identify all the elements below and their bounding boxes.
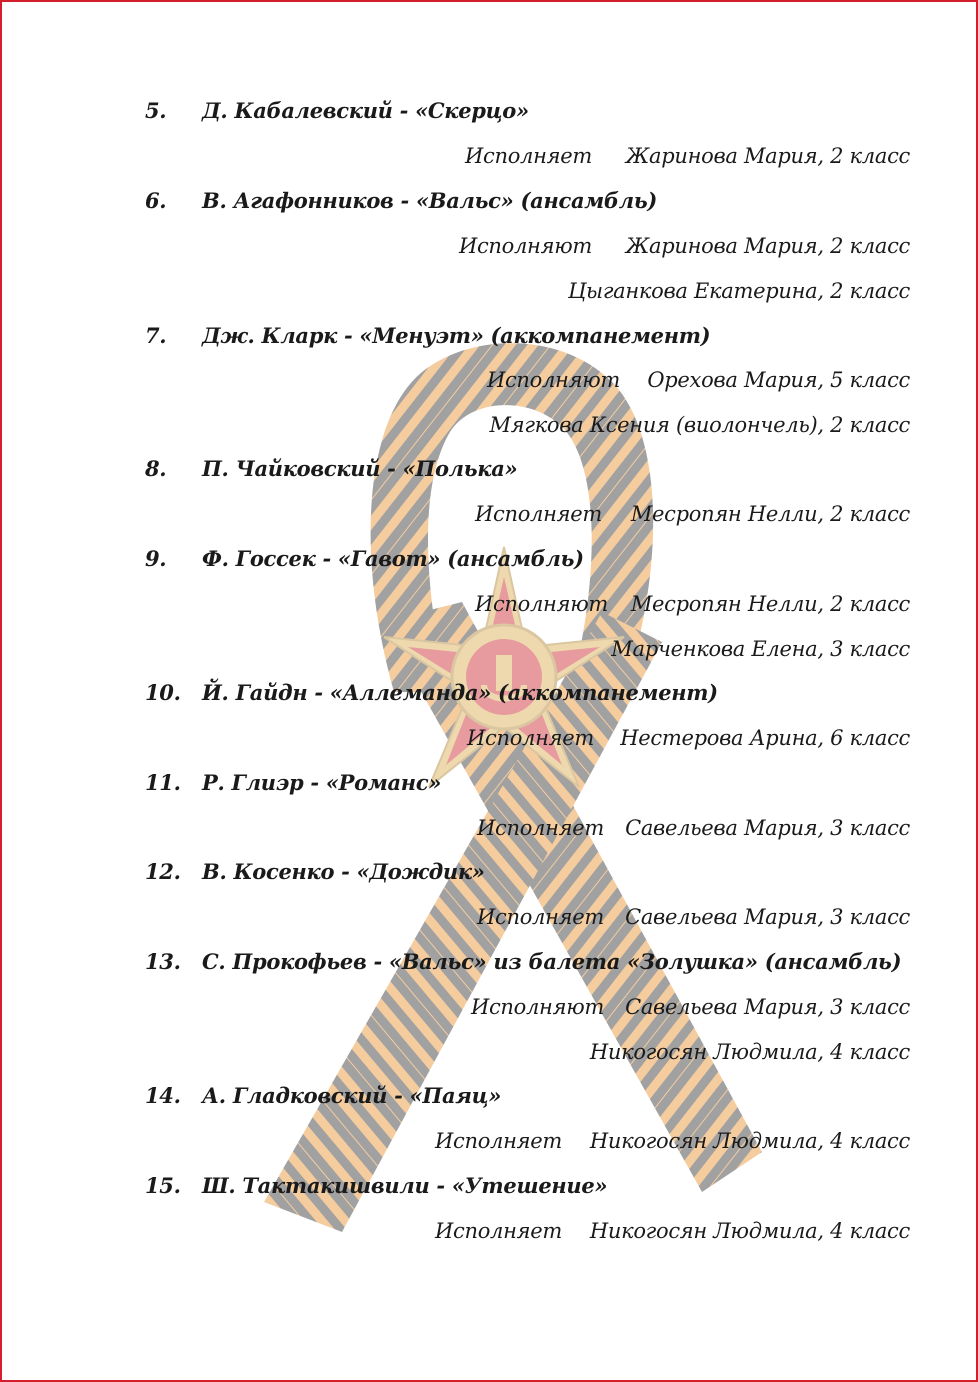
performer-label: Исполняют [474, 592, 608, 616]
performer-label: Исполняет [435, 1219, 562, 1243]
item-number: 13. [145, 949, 181, 974]
performer-name: Орехова Мария, 5 класс [647, 368, 910, 392]
performer-name: Жаринова Мария, 2 класс [625, 234, 910, 258]
item-number: 9. [145, 546, 167, 571]
item-number: 5. [145, 98, 167, 123]
item-number: 12. [145, 859, 181, 884]
piece-title: Й. Гайдн - «Аллеманда» (аккомпанемент) [202, 680, 718, 705]
item-number: 15. [145, 1173, 181, 1198]
performer-name: Никогосян Людмила, 4 класс [589, 1219, 910, 1243]
piece-title: Ш. Тактакишвили - «Утешение» [202, 1173, 608, 1198]
performer-label: Исполняют [458, 234, 592, 258]
performer-name: Мягкова Ксения (виолончель), 2 класс [489, 413, 910, 437]
piece-title: С. Прокофьев - «Вальс» из балета «Золушка» (ансамбль) [202, 949, 902, 974]
performer-name: Месропян Нелли, 2 класс [630, 502, 910, 526]
performer-label: Исполняет [435, 1129, 562, 1153]
performer-name: Нестерова Арина, 6 класс [620, 726, 910, 750]
performer-name: Месропян Нелли, 2 класс [630, 592, 910, 616]
performer-label: Исполняет [477, 905, 604, 929]
item-number: 7. [145, 323, 167, 348]
performer-name: Цыганкова Екатерина, 2 класс [568, 279, 910, 303]
item-number: 6. [145, 188, 167, 213]
performer-label: Исполняют [470, 995, 604, 1019]
performer-name: Марченкова Елена, 3 класс [611, 637, 910, 661]
performer-label: Исполняет [465, 144, 592, 168]
performer-label: Исполняет [467, 726, 594, 750]
performer-name: Никогосян Людмила, 4 класс [589, 1129, 910, 1153]
performer-name: Савельева Мария, 3 класс [625, 816, 910, 840]
item-number: 11. [145, 770, 181, 795]
piece-title: Дж. Кларк - «Менуэт» (аккомпанемент) [202, 323, 711, 348]
piece-title: Д. Кабалевский - «Скерцо» [202, 98, 529, 123]
piece-title: В. Агафонников - «Вальс» (ансамбль) [202, 188, 658, 213]
piece-title: П. Чайковский - «Полька» [202, 456, 518, 481]
performer-name: Жаринова Мария, 2 класс [625, 144, 910, 168]
piece-title: А. Гладковский - «Паяц» [202, 1083, 502, 1108]
item-number: 8. [145, 456, 167, 481]
performer-label: Исполняет [475, 502, 602, 526]
piece-title: В. Косенко - «Дождик» [202, 859, 485, 884]
performer-name: Никогосян Людмила, 4 класс [589, 1040, 910, 1064]
piece-title: Р. Глиэр - «Романс» [202, 770, 442, 795]
item-number: 14. [145, 1083, 181, 1108]
performer-name: Савельева Мария, 3 класс [625, 905, 910, 929]
piece-title: Ф. Госсек - «Гавот» (ансамбль) [202, 546, 584, 571]
performer-label: Исполняет [477, 816, 604, 840]
concert-program [2, 2, 978, 1382]
item-number: 10. [145, 680, 181, 705]
performer-label: Исполняют [486, 368, 620, 392]
performer-name: Савельева Мария, 3 класс [625, 995, 910, 1019]
